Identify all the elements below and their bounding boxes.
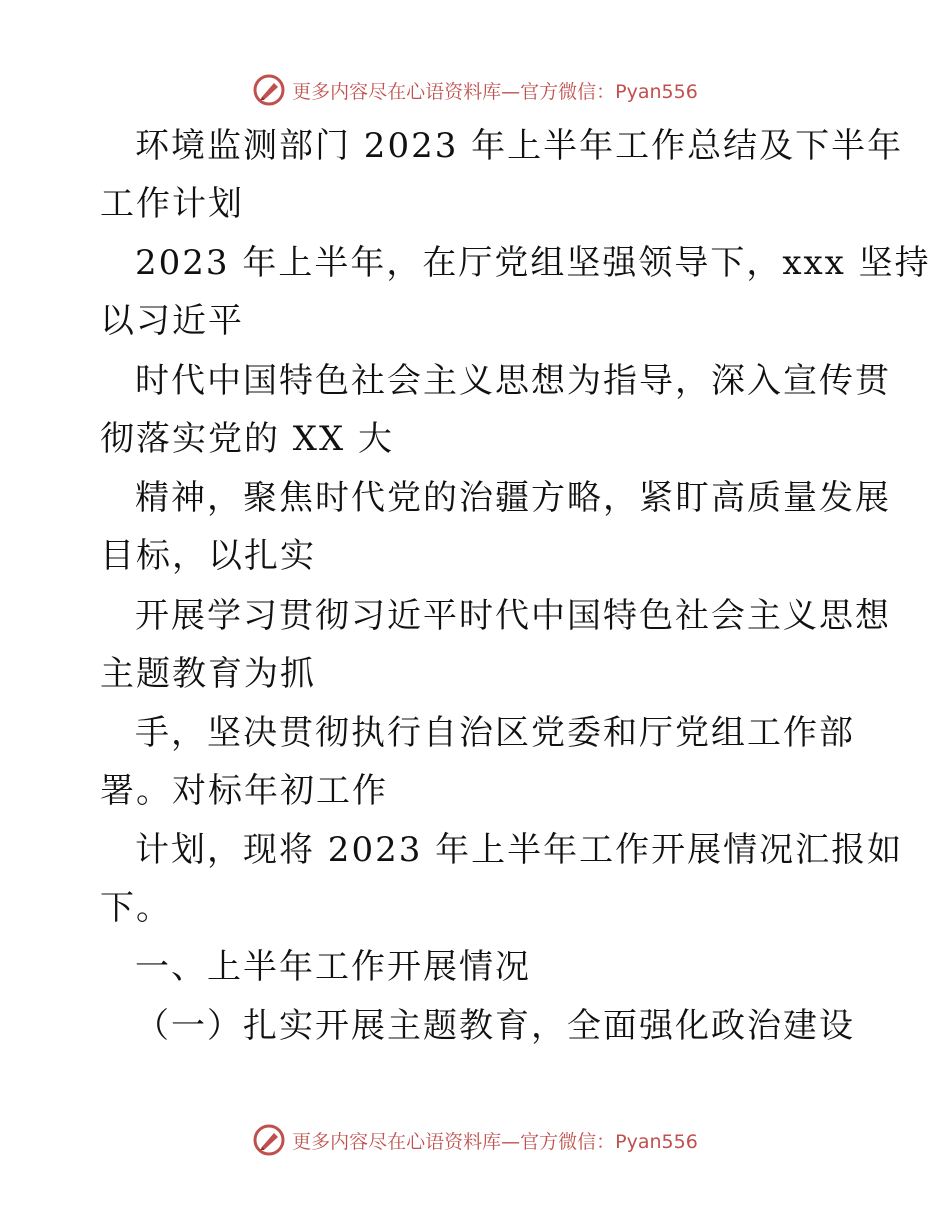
paragraph-line: 署。对标年初工作 <box>100 771 388 811</box>
watermark-wechat: 官方微信：Pyan556 <box>520 1130 698 1153</box>
paragraph-line: 开展学习贯彻习近平时代中国特色社会主义思想 <box>135 596 891 636</box>
paragraph-line: 以习近平 <box>100 301 244 341</box>
paragraph-line: 主题教育为抓 <box>100 654 316 694</box>
watermark-dash: — <box>501 80 521 103</box>
watermark-main: 更多内容尽在心语资料库 <box>292 1130 502 1153</box>
watermark-dash: — <box>501 1130 521 1153</box>
paragraph-line: 手，坚决贯彻执行自治区党委和厅党组工作部 <box>135 713 855 753</box>
watermark-wechat: 官方微信：Pyan556 <box>520 80 698 103</box>
paragraph-line: 彻落实党的 XX 大 <box>100 419 395 459</box>
pen-nib-logo-icon <box>252 1123 286 1157</box>
watermark-main: 更多内容尽在心语资料库 <box>292 80 502 103</box>
document-title-line-1: 环境监测部门 2023 年上半年工作总结及下半年 <box>135 126 904 166</box>
section-heading: 一、上半年工作开展情况 <box>135 947 531 987</box>
paragraph-line: 目标，以扎实 <box>100 536 316 576</box>
watermark-text <box>292 1127 698 1154</box>
document-title-line-2: 工作计划 <box>100 184 244 224</box>
paragraph-line: 精神，聚焦时代党的治疆方略，紧盯高质量发展 <box>135 478 891 518</box>
paragraph-line: 计划，现将 2023 年上半年工作开展情况汇报如 <box>135 830 904 870</box>
paragraph-line: 2023 年上半年，在厅党组坚强领导下，xxx 坚持 <box>135 243 931 283</box>
paragraph-line: 时代中国特色社会主义思想为指导，深入宣传贯 <box>135 361 891 401</box>
section-subheading: （一）扎实开展主题教育，全面强化政治建设 <box>135 1006 855 1046</box>
footer-watermark <box>0 1120 950 1160</box>
paragraph-line: 下。 <box>100 888 172 928</box>
